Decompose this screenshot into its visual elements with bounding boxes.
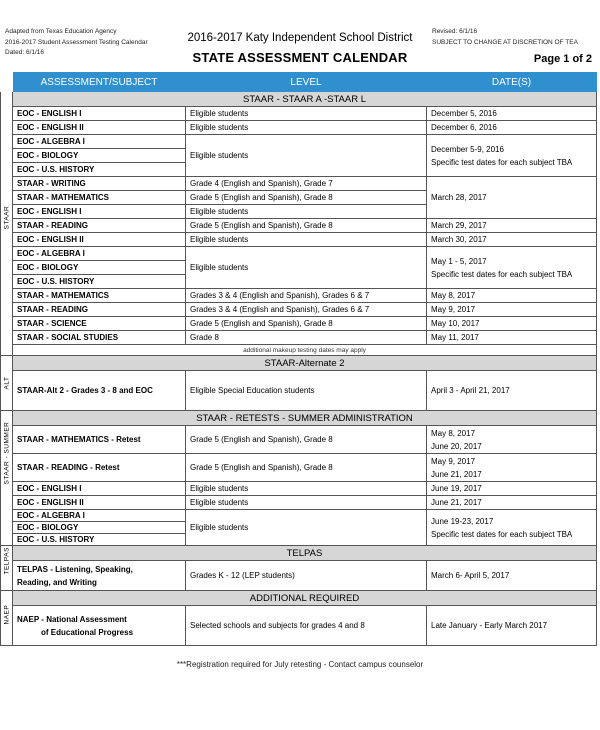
side-label: TELPAS bbox=[3, 546, 11, 574]
subject-cell: EOC - ENGLISH I bbox=[13, 107, 186, 121]
date-cell: December 6, 2016 bbox=[427, 121, 597, 135]
subject-cell: STAAR - MATHEMATICS bbox=[13, 191, 186, 205]
date-line: June 21, 2017 bbox=[431, 469, 482, 479]
date-cell: May 9, 2017 bbox=[427, 303, 597, 317]
section-header: ADDITIONAL REQUIRED bbox=[13, 591, 597, 606]
section-header-row bbox=[1, 356, 597, 371]
page-title: STATE ASSESSMENT CALENDAR bbox=[192, 50, 408, 65]
subject-cell: STAAR - READING bbox=[13, 219, 186, 233]
date-line: December 5-9, 2016 bbox=[431, 144, 504, 154]
subject-cell: EOC - U.S. HISTORY bbox=[13, 534, 186, 546]
level-cell: Grades K - 12 (LEP students) bbox=[186, 561, 427, 591]
column-header-subject: ASSESSMENT/SUBJECT bbox=[13, 73, 186, 92]
table-row bbox=[1, 289, 597, 303]
subject-cell bbox=[13, 606, 186, 646]
subject-cell: STAAR-Alt 2 - Grades 3 - 8 and EOC bbox=[13, 371, 186, 411]
table-row bbox=[1, 121, 597, 135]
column-header-dates: DATE(S) bbox=[427, 73, 597, 92]
revision-line: Revised: 6/1/16 bbox=[432, 28, 478, 35]
side-label: ALT bbox=[3, 376, 11, 389]
level-cell: Grade 5 (English and Spanish), Grade 8 bbox=[186, 426, 427, 454]
date-cell bbox=[427, 510, 597, 546]
table-row bbox=[1, 303, 597, 317]
table-row bbox=[1, 317, 597, 331]
date-cell: March 29, 2017 bbox=[427, 219, 597, 233]
date-cell bbox=[427, 135, 597, 177]
level-cell: Grade 8 bbox=[186, 331, 427, 345]
date-cell bbox=[427, 247, 597, 289]
table-row bbox=[1, 561, 597, 591]
side-label-cell bbox=[1, 356, 13, 411]
date-cell: March 30, 2017 bbox=[427, 233, 597, 247]
subject-cell: EOC - ENGLISH II bbox=[13, 121, 186, 135]
revision-note bbox=[432, 27, 578, 48]
subject-line: Reading, and Writing bbox=[17, 577, 97, 587]
subject-cell: EOC - BIOLOGY bbox=[13, 522, 186, 534]
level-cell: Eligible students bbox=[186, 233, 427, 247]
level-cell: Eligible Special Education students bbox=[186, 371, 427, 411]
level-cell: Eligible students bbox=[186, 482, 427, 496]
note-row bbox=[1, 345, 597, 356]
subject-cell: EOC - BIOLOGY bbox=[13, 149, 186, 163]
date-cell: May 11, 2017 bbox=[427, 331, 597, 345]
table-row bbox=[1, 247, 597, 261]
column-header-level: LEVEL bbox=[186, 73, 427, 92]
subject-cell: STAAR - MATHEMATICS bbox=[13, 289, 186, 303]
level-cell: Eligible students bbox=[186, 510, 427, 546]
subject-line: NAEP - National Assessment bbox=[17, 614, 127, 624]
table-row bbox=[1, 219, 597, 233]
table-row bbox=[1, 426, 597, 454]
level-cell: Eligible students bbox=[186, 496, 427, 510]
section-header-row bbox=[1, 546, 597, 561]
date-cell bbox=[427, 454, 597, 482]
table-row bbox=[1, 233, 597, 247]
section-header: TELPAS bbox=[13, 546, 597, 561]
level-cell: Grade 5 (English and Spanish), Grade 8 bbox=[186, 454, 427, 482]
subject-cell: EOC - ENGLISH I bbox=[13, 205, 186, 219]
date-line: June 19-23, 2017 bbox=[431, 516, 494, 526]
side-label: NAEP bbox=[3, 604, 11, 624]
source-line: Dated: 6/1/16 bbox=[5, 49, 45, 56]
level-cell: Grades 3 & 4 (English and Spanish), Grades 6 & 7 bbox=[186, 303, 427, 317]
subject-cell: STAAR - READING - Retest bbox=[13, 454, 186, 482]
date-line: Specific test dates for each subject TBA bbox=[431, 529, 573, 539]
level-cell: Grade 4 (English and Spanish), Grade 7 bbox=[186, 177, 427, 191]
subject-cell: EOC - ENGLISH II bbox=[13, 496, 186, 510]
date-cell: May 8, 2017 bbox=[427, 289, 597, 303]
level-cell: Eligible students bbox=[186, 121, 427, 135]
section-header: STAAR - RETESTS - SUMMER ADMINISTRATION bbox=[13, 411, 597, 426]
calendar-table bbox=[0, 72, 597, 646]
side-label-cell bbox=[1, 92, 13, 356]
section-header: STAAR - STAAR A -STAAR L bbox=[13, 92, 597, 107]
subject-line: of Educational Progress bbox=[41, 627, 134, 637]
source-note bbox=[5, 27, 148, 59]
subject-cell: STAAR - SOCIAL STUDIES bbox=[13, 331, 186, 345]
date-line: Specific test dates for each subject TBA bbox=[431, 269, 573, 279]
section-header-row bbox=[1, 92, 597, 107]
table-row bbox=[1, 606, 597, 646]
section-header-row bbox=[1, 591, 597, 606]
source-line: 2016-2017 Student Assessment Testing Calendar bbox=[5, 38, 148, 46]
district-name: 2016-2017 Katy Independent School District bbox=[187, 32, 413, 44]
side-label-cell bbox=[1, 411, 13, 546]
column-header-row bbox=[1, 73, 597, 92]
date-cell: March 28, 2017 bbox=[427, 177, 597, 219]
source-line: Adapted from Texas Education Agency bbox=[5, 28, 117, 35]
date-cell: June 19, 2017 bbox=[427, 482, 597, 496]
calendar-table-wrap bbox=[0, 72, 596, 646]
subject-cell: EOC - U.S. HISTORY bbox=[13, 163, 186, 177]
level-cell: Eligible students bbox=[186, 135, 427, 177]
title-block bbox=[150, 32, 450, 65]
date-cell bbox=[427, 426, 597, 454]
date-cell: June 21, 2017 bbox=[427, 496, 597, 510]
level-cell: Grade 5 (English and Spanish), Grade 8 bbox=[186, 317, 427, 331]
date-cell: Late January - Early March 2017 bbox=[427, 606, 597, 646]
subject-cell: EOC - ENGLISH II bbox=[13, 233, 186, 247]
table-row bbox=[1, 454, 597, 482]
table-row bbox=[1, 510, 597, 522]
side-label: STAAR bbox=[3, 205, 11, 230]
date-cell: May 10, 2017 bbox=[427, 317, 597, 331]
subject-cell: EOC - ENGLISH I bbox=[13, 482, 186, 496]
table-row bbox=[1, 496, 597, 510]
date-line: May 8, 2017 bbox=[431, 428, 476, 438]
subject-cell: STAAR - READING bbox=[13, 303, 186, 317]
subject-cell: EOC - ALGEBRA I bbox=[13, 135, 186, 149]
corner-cell bbox=[1, 73, 13, 92]
subject-cell: EOC - ALGEBRA I bbox=[13, 510, 186, 522]
footer-note: ***Registration required for July retesting - Contact campus counselor bbox=[176, 660, 424, 669]
table-row bbox=[1, 482, 597, 496]
date-cell: December 5, 2016 bbox=[427, 107, 597, 121]
section-header: STAAR-Alternate 2 bbox=[13, 356, 597, 371]
level-cell: Eligible students bbox=[186, 107, 427, 121]
date-cell: March 6- April 5, 2017 bbox=[427, 561, 597, 591]
level-cell: Grade 5 (English and Spanish), Grade 8 bbox=[186, 191, 427, 205]
subject-line: TELPAS - Listening, Speaking, bbox=[17, 564, 133, 574]
subject-cell: STAAR - WRITING bbox=[13, 177, 186, 191]
date-line: May 1 - 5, 2017 bbox=[431, 256, 487, 266]
level-cell: Eligible students bbox=[186, 247, 427, 289]
table-row bbox=[1, 371, 597, 411]
subject-cell: EOC - ALGEBRA I bbox=[13, 247, 186, 261]
table-row bbox=[1, 331, 597, 345]
revision-line: SUBJECT TO CHANGE AT DISCRETION OF TEA bbox=[432, 38, 578, 46]
subject-cell bbox=[13, 561, 186, 591]
date-cell: April 3 - April 21, 2017 bbox=[427, 371, 597, 411]
document-header bbox=[0, 0, 600, 72]
level-cell: Selected schools and subjects for grades 4 and 8 bbox=[186, 606, 427, 646]
section-header-row bbox=[1, 411, 597, 426]
date-line: Specific test dates for each subject TBA bbox=[431, 157, 573, 167]
subject-cell: EOC - BIOLOGY bbox=[13, 261, 186, 275]
side-label-cell bbox=[1, 546, 13, 591]
level-cell: Grade 5 (English and Spanish), Grade 8 bbox=[186, 219, 427, 233]
table-row bbox=[1, 135, 597, 149]
subject-cell: EOC - U.S. HISTORY bbox=[13, 275, 186, 289]
level-cell: Eligible students bbox=[186, 205, 427, 219]
side-label-cell bbox=[1, 591, 13, 646]
subject-cell: STAAR - SCIENCE bbox=[13, 317, 186, 331]
page-number: Page 1 of 2 bbox=[533, 53, 592, 65]
table-row bbox=[1, 107, 597, 121]
subject-cell: STAAR - MATHEMATICS - Retest bbox=[13, 426, 186, 454]
level-cell: Grades 3 & 4 (English and Spanish), Grades 6 & 7 bbox=[186, 289, 427, 303]
makeup-note: additional makeup testing dates may apply bbox=[13, 345, 597, 356]
date-line: June 20, 2017 bbox=[431, 441, 482, 451]
table-row bbox=[1, 177, 597, 191]
date-line: May 9, 2017 bbox=[431, 456, 476, 466]
side-label: STAAR - SUMMER bbox=[3, 421, 11, 484]
